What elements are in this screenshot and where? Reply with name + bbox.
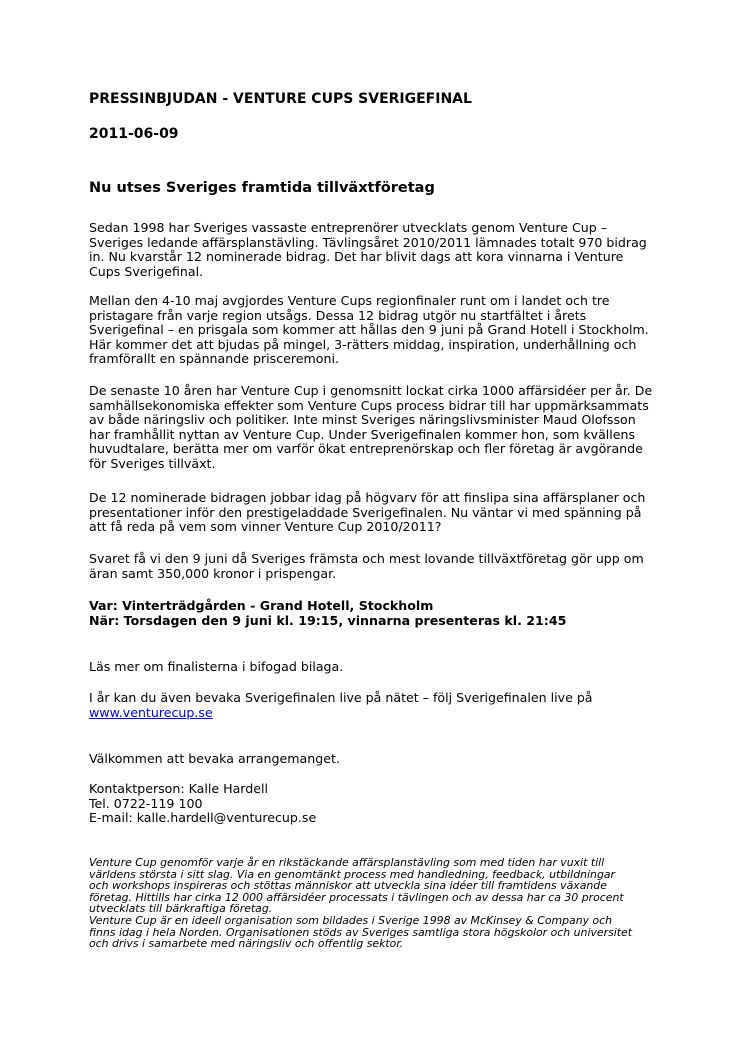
text-line: samhällsekonomiska effekter som Venture Cups process bidrar till har uppmärksammats [89,397,649,413]
press-invitation-title: PRESSINBJUDAN - VENTURE CUPS SVERIGEFINAL [89,91,472,107]
contact-person: Kontaktperson: Kalle Hardell [89,781,269,796]
text-line: äran samt 350,000 kronor i prispengar. [89,565,337,581]
live-stream-note [89,691,657,720]
paragraph-intro [89,221,657,279]
text-line: Svaret få vi den 9 juni då Sveriges främsta och mest lovande tillväxtföretag gör upp om [89,551,644,566]
footer-line: världens största i sitt slag. Via en genomtänkt process med handledning, feedback, utbildningar [89,867,616,881]
venturecup-website-link[interactable]: www.venturecup.se [89,704,213,720]
footer-line: finns idag i hela Norden. Organisationen stöds av Sveriges samtliga stora högskolor och universitet [89,925,633,939]
footer-line: och drivs i samarbete med näringsliv och offentlig sektor. [89,937,404,951]
contact-block [89,782,657,826]
paragraph-regional-finals [89,294,657,367]
text-line: Cups Sverigefinal. [89,263,204,279]
text-line: Mellan den 4-10 maj avgjordes Venture Cups regionfinaler runt om i landet och tre [89,293,610,308]
footer-line: företag. Hittills har cirka 12 000 affärsidéer processats i tävlingen och av dessa har ca 30 procent [89,890,624,904]
document-date: 2011-06-09 [89,126,179,142]
text-line: framförallt en spännande prisceremoni. [89,351,339,366]
text-line: Här kommer det att bjudas på mingel, 3-rätters middag, inspiration, underhållning och [89,336,637,352]
document-subtitle: Nu utses Sveriges framtida tillväxtföretag [89,180,435,196]
paragraph-answer [89,552,657,581]
footer-line: utvecklats till bärkraftiga företag. [89,902,273,916]
text-line: huvudtalare, berätta mer om varför ökat entreprenörskap och fler företag är avgörande [89,441,643,456]
event-details [89,599,657,628]
text-line: pristagare från varje region utsågs. Dessa 12 bidrag utgör nu startfältet i årets [89,307,587,323]
event-location: Var: Vinterträdgården - Grand Hotell, Stockholm [89,598,434,613]
text-line: De 12 nominerade bidragen jobbar idag på högvarv för att finslipa sina affärsplaner och [89,490,646,505]
text-line: presentationer inför den prestigeladdade Sverigefinalen. Nu väntar vi med spänning på [89,504,642,520]
organization-footer [89,857,664,950]
event-time: När: Torsdagen den 9 juni kl. 19:15, vinnarna presenteras kl. 21:45 [89,612,567,628]
contact-phone: Tel. 0722-119 100 [89,795,203,811]
text-line: att få reda på vem som vinner Venture Cup 2010/2011? [89,519,442,534]
footer-line: Venture Cup genomför varje år en rikstäckande affärsplanstävling som med tiden har vuxit till [89,856,605,869]
text-line: Sverigefinal – en prisgala som kommer att hållas den 9 juni på Grand Hotell i Stockholm. [89,322,649,337]
text-line: har framhållit nyttan av Venture Cup. Under Sverigefinalen kommer hon, som kvällens [89,426,636,442]
text-line: Sedan 1998 har Sveriges vassaste entreprenörer utvecklats genom Venture Cup – [89,220,608,235]
text-line: Sveriges ledande affärsplanstävling. Tävlingsåret 2010/2011 lämnades totalt 970 bidrag [89,234,647,250]
contact-email: E-mail: kalle.hardell@venturecup.se [89,810,317,825]
paragraph-nominees [89,491,657,535]
text-line: av både näringsliv och politiker. Inte minst Sveriges näringslivsminister Maud Olofsson [89,412,636,427]
text-line: in. Nu kvarstår 12 nominerade bidrag. Det har blivit dags att kora vinnarna i Venture [89,249,624,264]
footer-line: Venture Cup är en ideell organisation som bildades i Sverige 1998 av McKinsey & Company och [89,913,613,927]
footer-line: och workshops inspireras och stöttas människor att utveckla sina idéer till framtidens växande [89,879,607,893]
paragraph-history [89,384,657,471]
text-line: Välkommen att bevaka arrangemanget. [89,751,340,766]
more-info-note [89,660,657,675]
text-line: De senaste 10 åren har Venture Cup i genomsnitt lockat cirka 1000 affärsidéer per år. De [89,383,653,398]
text-line: för Sveriges tillväxt. [89,455,216,471]
text-line: Läs mer om finalisterna i bifogad bilaga. [89,659,344,674]
text-line: I år kan du även bevaka Sverigefinalen live på nätet – följ Sverigefinalen live på [89,690,593,705]
welcome-note [89,752,657,767]
